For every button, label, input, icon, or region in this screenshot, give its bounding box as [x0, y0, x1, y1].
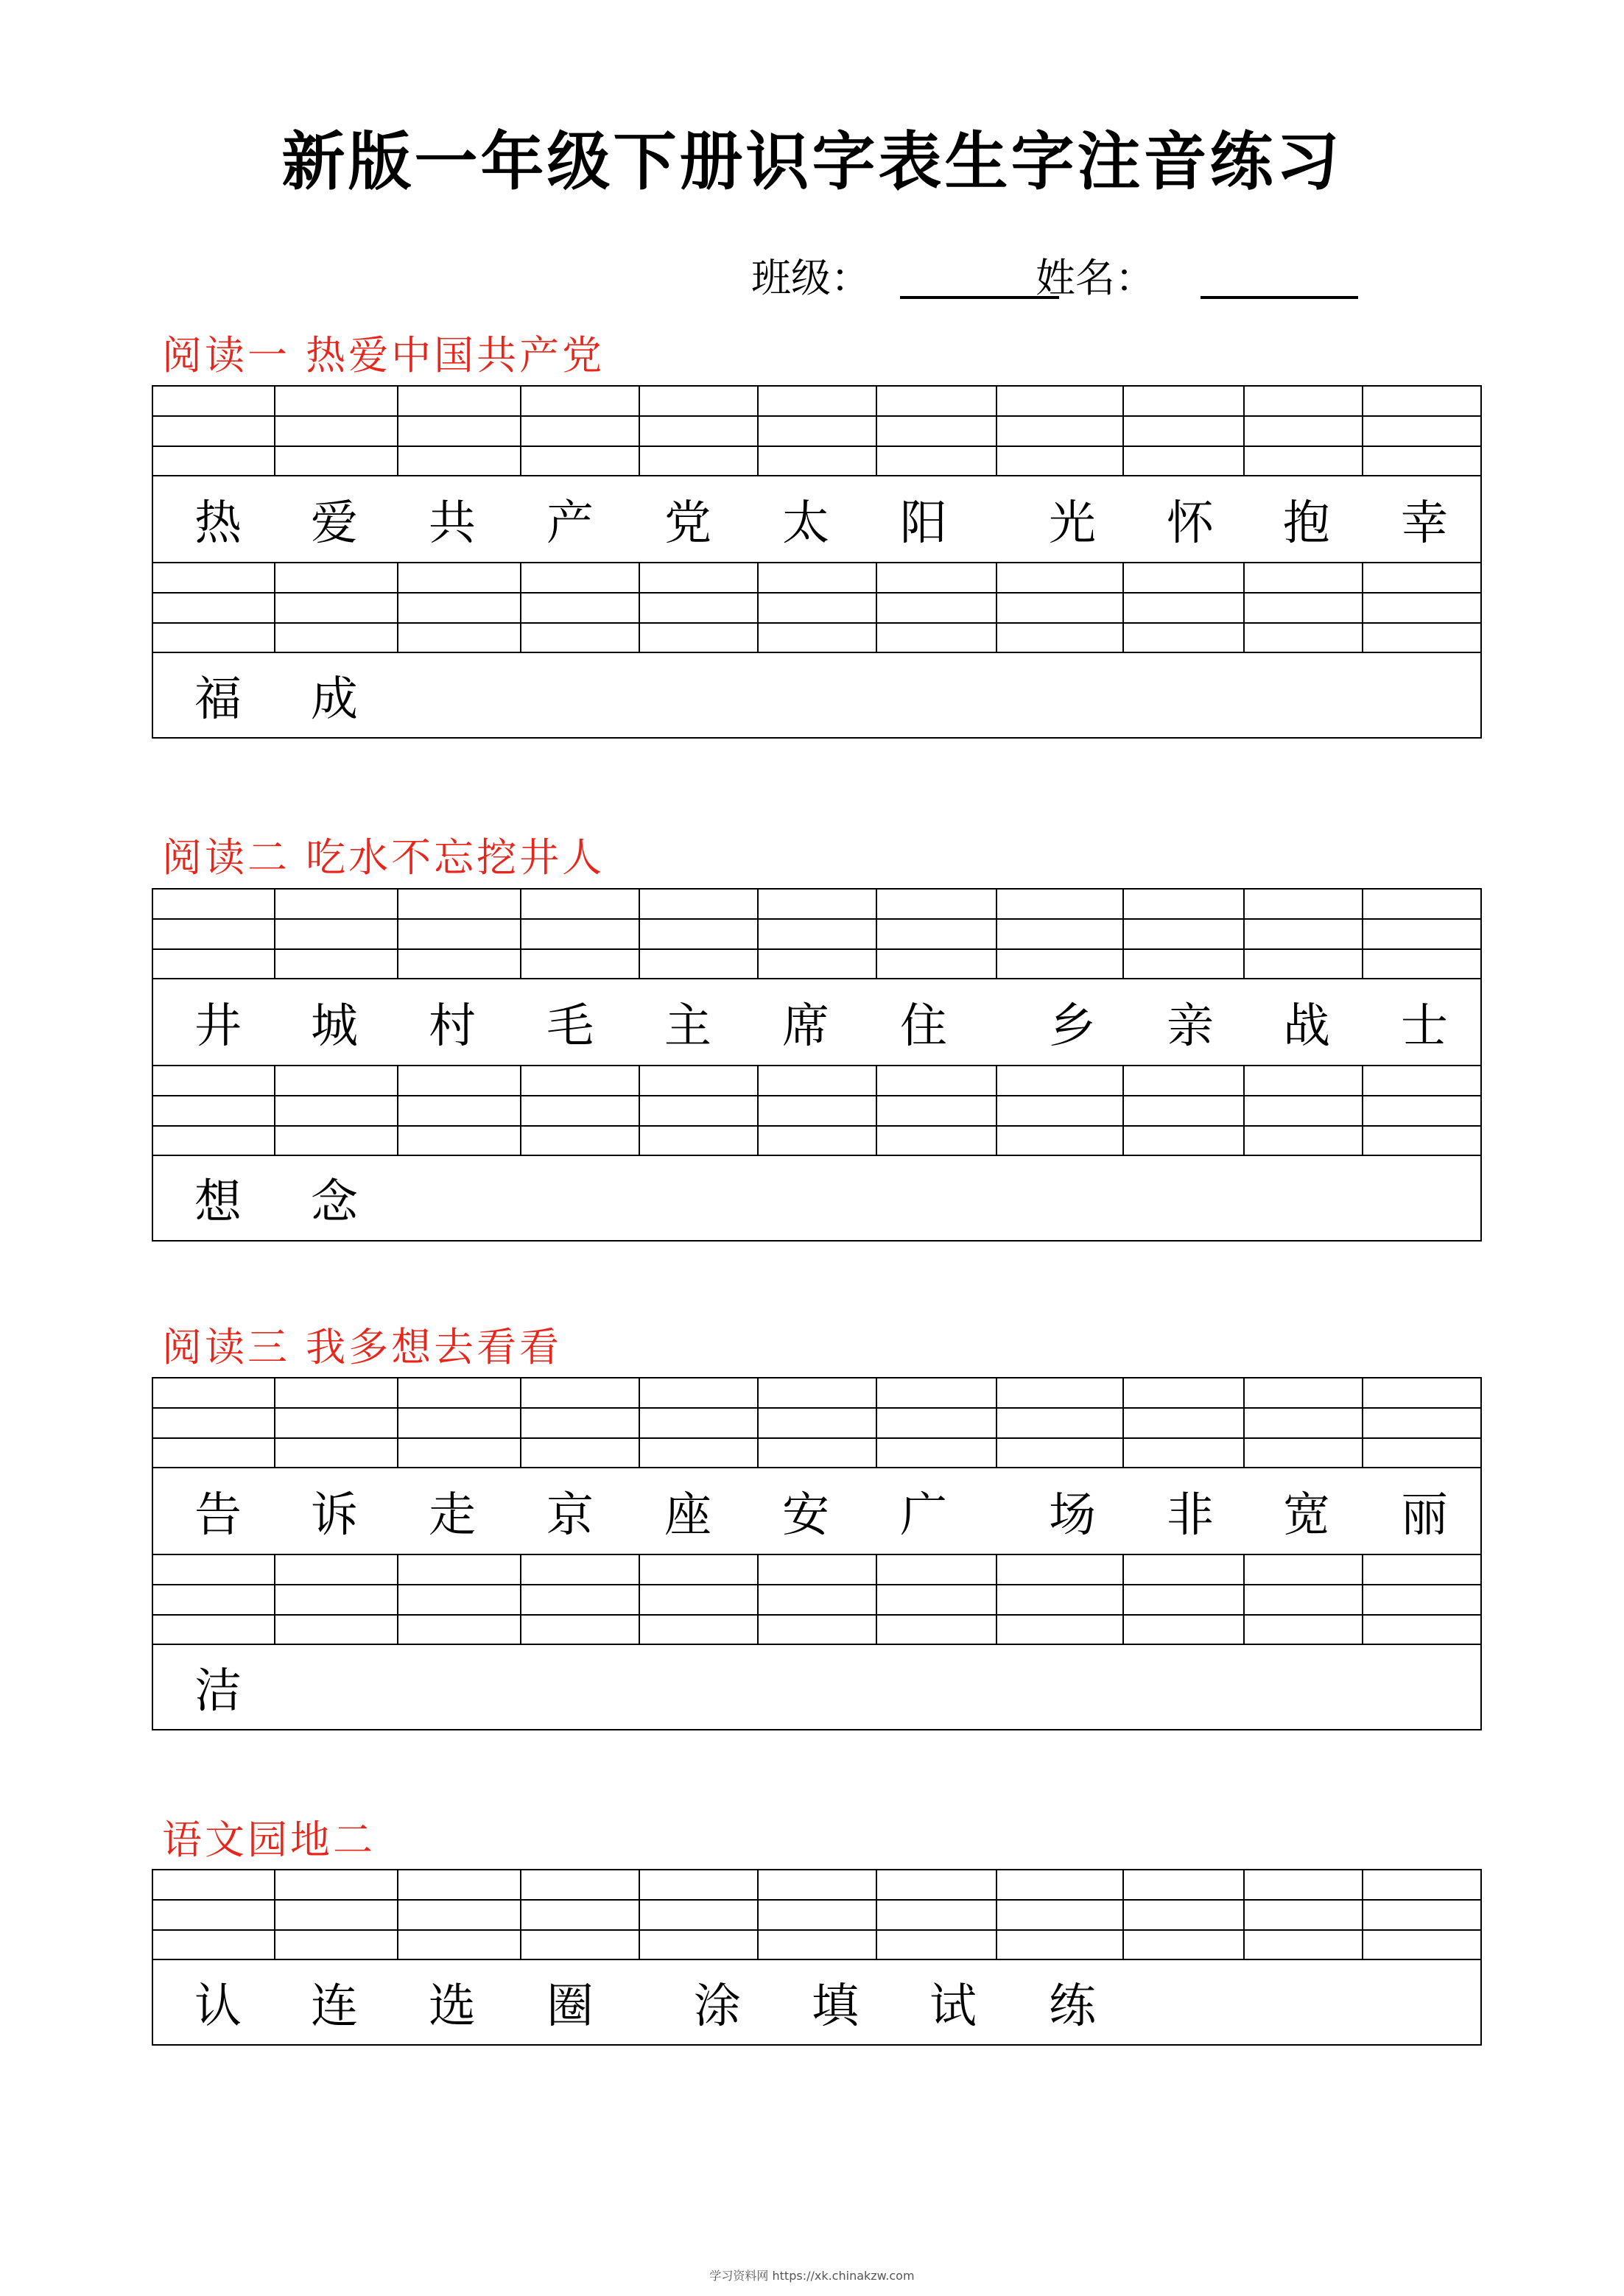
hanzi-character: 念 [311, 1175, 358, 1230]
hanzi-character: 井 [194, 999, 242, 1054]
hanzi-character: 场 [1049, 1488, 1096, 1543]
section-heading: 阅读三 我多想去看看 [162, 1324, 563, 1370]
hanzi-character: 城 [311, 999, 358, 1054]
pinyin-writing-row[interactable] [152, 888, 1482, 979]
hanzi-character: 怀 [1167, 496, 1214, 551]
character-row [152, 1960, 1482, 2046]
hanzi-character: 填 [812, 1979, 859, 2034]
hanzi-character: 战 [1283, 999, 1330, 1054]
hanzi-character: 共 [429, 496, 476, 551]
hanzi-character: 村 [429, 999, 476, 1054]
hanzi-character: 非 [1167, 1488, 1214, 1543]
pinyin-writing-row[interactable] [152, 385, 1482, 476]
hanzi-character: 涂 [694, 1979, 741, 2034]
section-heading: 阅读二 吃水不忘挖井人 [162, 834, 605, 881]
pinyin-practice-grid [152, 385, 1482, 739]
hanzi-character: 住 [900, 999, 947, 1054]
hanzi-character: 席 [782, 999, 829, 1054]
section-heading: 语文园地二 [162, 1817, 376, 1863]
section-heading: 阅读一 热爱中国共产党 [162, 332, 605, 378]
pinyin-writing-row[interactable] [152, 1065, 1482, 1156]
hanzi-character: 产 [546, 496, 594, 551]
hanzi-character: 光 [1049, 496, 1096, 551]
class-label: 班级： [751, 255, 871, 301]
hanzi-character: 走 [429, 1488, 476, 1543]
hanzi-character: 诉 [311, 1488, 358, 1543]
hanzi-character: 试 [929, 1979, 977, 2034]
name-blank[interactable] [1201, 296, 1358, 299]
pinyin-writing-row[interactable] [152, 562, 1482, 653]
name-label: 姓名： [1036, 255, 1155, 301]
hanzi-character: 选 [429, 1979, 476, 2034]
hanzi-character: 亲 [1167, 999, 1214, 1054]
hanzi-character: 宽 [1283, 1488, 1330, 1543]
page-title: 新版一年级下册识字表生字注音练习 [281, 124, 1343, 199]
hanzi-character: 想 [194, 1175, 242, 1230]
hanzi-character: 连 [311, 1979, 358, 2034]
hanzi-character: 热 [194, 496, 242, 551]
hanzi-character: 党 [664, 496, 711, 551]
hanzi-character: 成 [311, 672, 358, 727]
character-row [152, 1645, 1482, 1730]
character-row [152, 476, 1482, 562]
hanzi-character: 洁 [194, 1664, 242, 1719]
pinyin-writing-row[interactable] [152, 1377, 1482, 1468]
hanzi-character: 告 [194, 1488, 242, 1543]
character-row [152, 979, 1482, 1065]
hanzi-character: 安 [782, 1488, 829, 1543]
pinyin-practice-grid [152, 888, 1482, 1242]
pinyin-practice-grid [152, 1377, 1482, 1730]
hanzi-character: 幸 [1401, 496, 1448, 551]
hanzi-character: 毛 [546, 999, 594, 1054]
character-row [152, 1156, 1482, 1242]
hanzi-character: 爱 [311, 496, 358, 551]
pinyin-writing-row[interactable] [152, 1869, 1482, 1960]
hanzi-character: 太 [782, 496, 829, 551]
character-row [152, 1468, 1482, 1554]
hanzi-character: 圈 [546, 1979, 594, 2034]
hanzi-character: 丽 [1401, 1488, 1448, 1543]
hanzi-character: 士 [1401, 999, 1448, 1054]
hanzi-character: 福 [194, 672, 242, 727]
pinyin-practice-grid [152, 1869, 1482, 2046]
character-row [152, 653, 1482, 739]
hanzi-character: 阳 [900, 496, 947, 551]
hanzi-character: 京 [546, 1488, 594, 1543]
hanzi-character: 座 [664, 1488, 711, 1543]
hanzi-character: 主 [664, 999, 711, 1054]
hanzi-character: 练 [1049, 1979, 1096, 2034]
pinyin-writing-row[interactable] [152, 1554, 1482, 1645]
footer-watermark: 学习资料网 https://xk.chinakzw.com [709, 2269, 915, 2283]
hanzi-character: 乡 [1049, 999, 1096, 1054]
hanzi-character: 广 [900, 1488, 947, 1543]
hanzi-character: 认 [194, 1979, 242, 2034]
hanzi-character: 抱 [1283, 496, 1330, 551]
